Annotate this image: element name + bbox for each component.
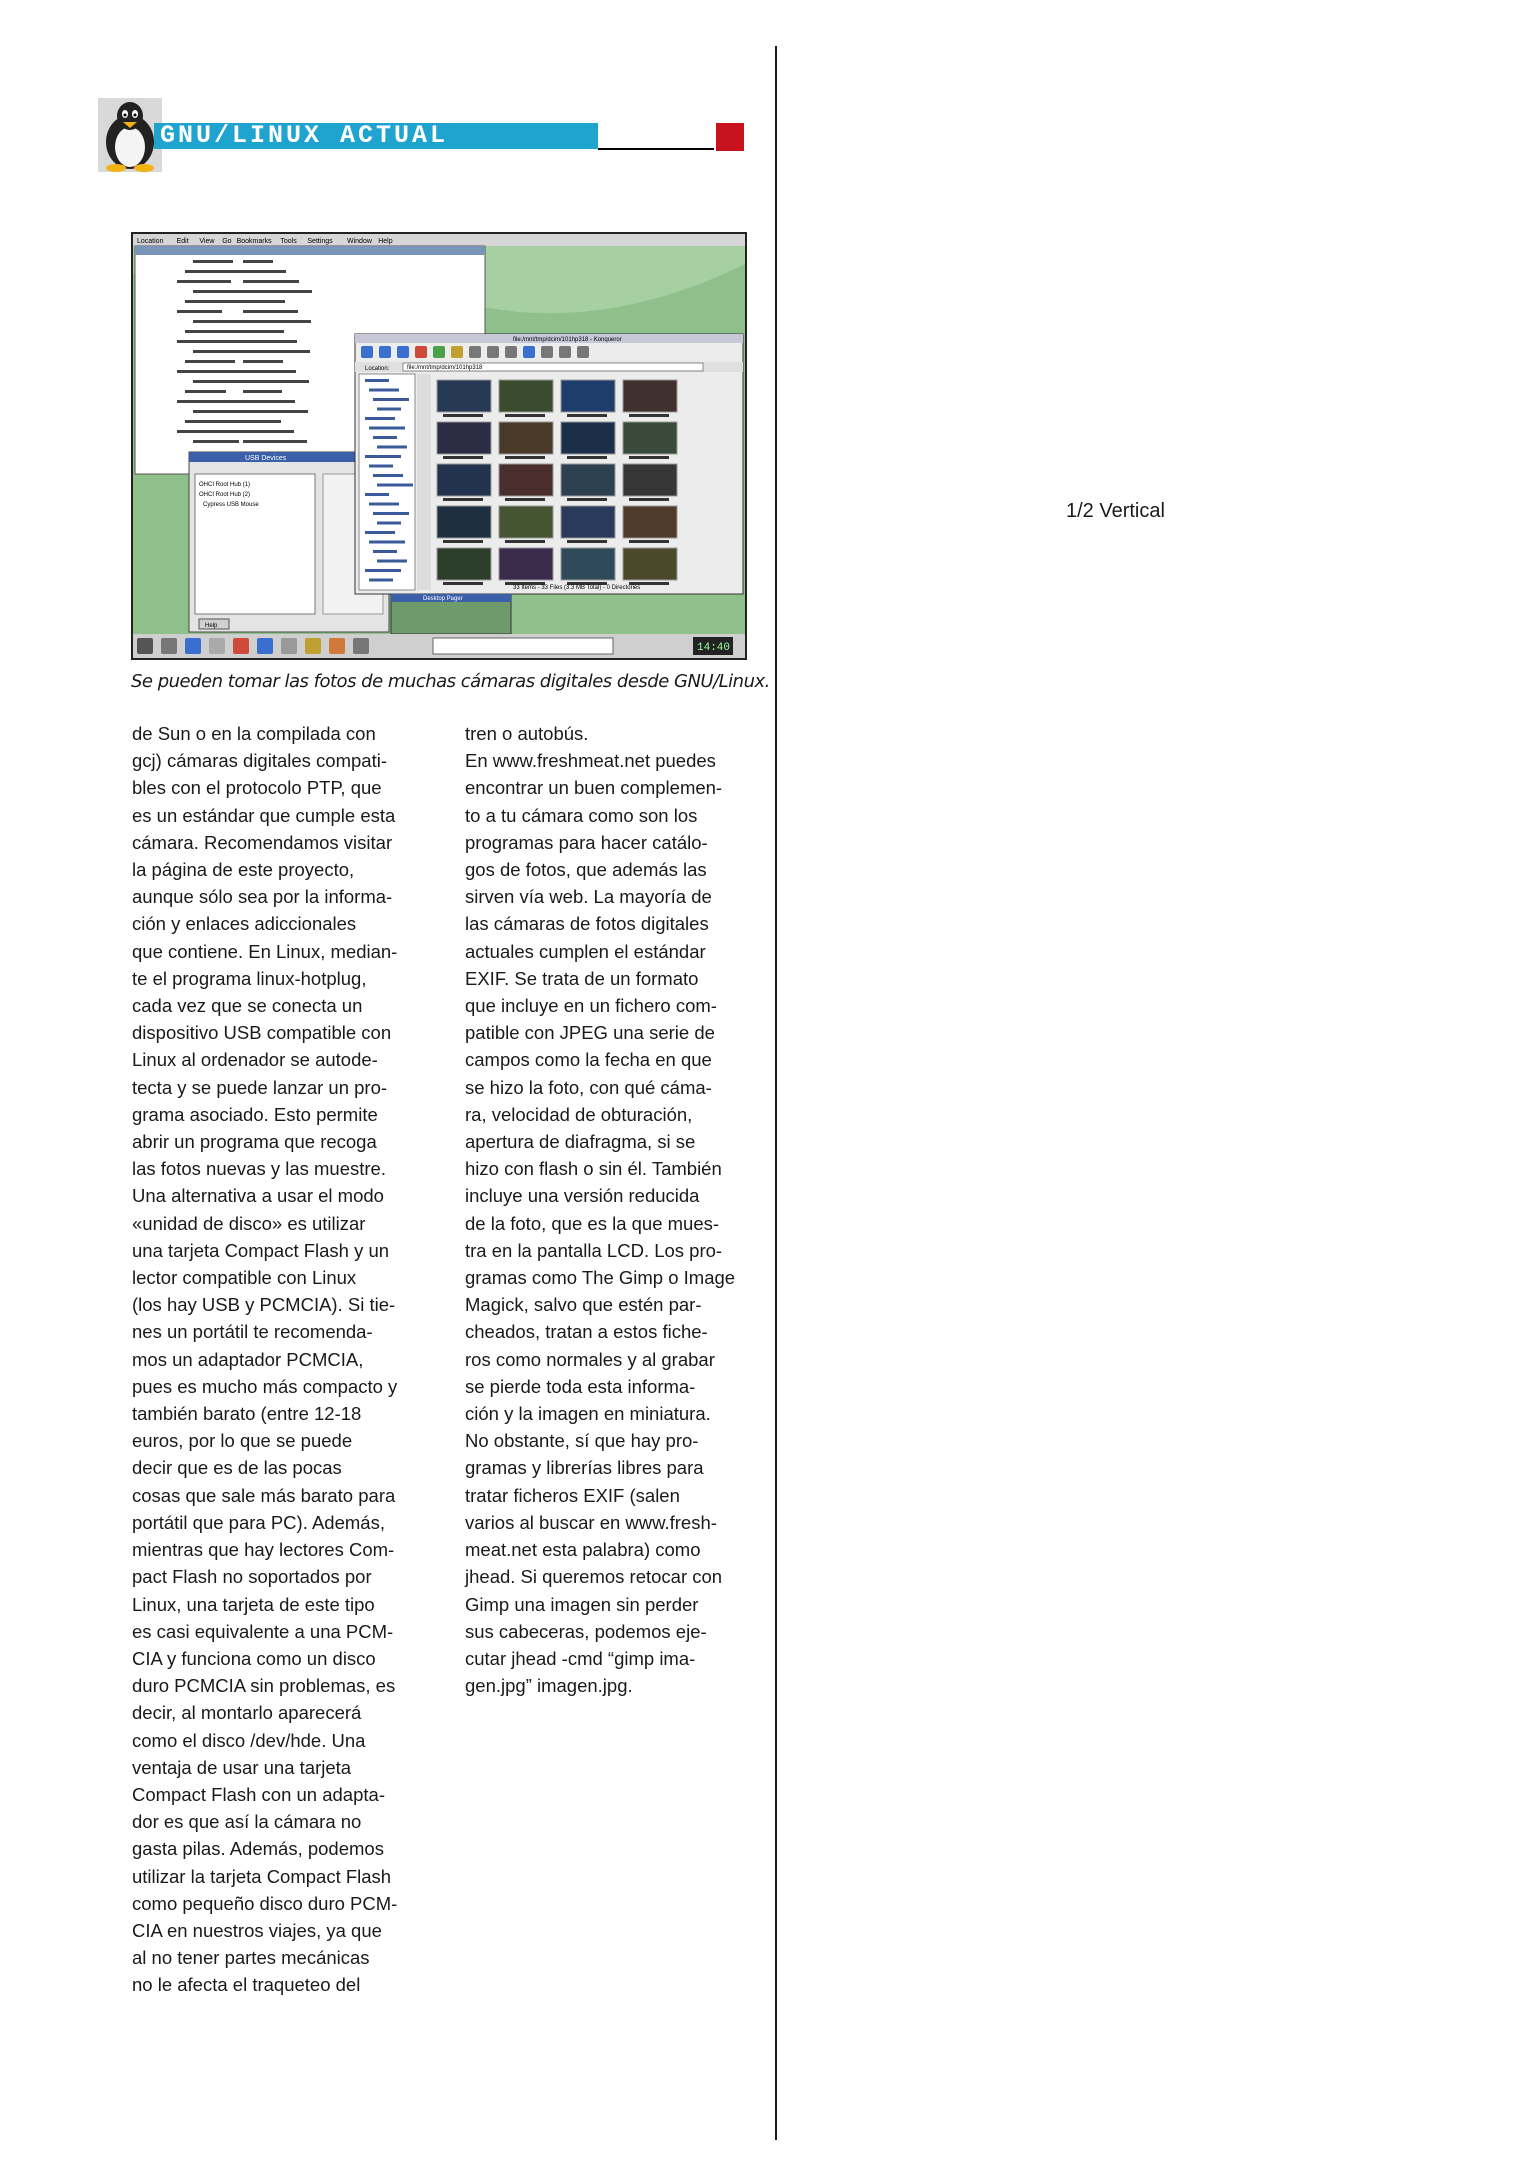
text-line: sirven vía web. La mayoría de [465, 886, 712, 908]
text-line: ros como normales y al grabar [465, 1348, 715, 1370]
terminal-text-line [193, 410, 248, 413]
terminal-text-line [243, 350, 310, 353]
text-line: Linux al ordenador se autode- [132, 1049, 378, 1071]
tree-item[interactable] [365, 531, 395, 534]
menubar-item[interactable]: Go [222, 238, 232, 245]
toolbar-icon[interactable] [415, 346, 427, 358]
photo-thumbnail[interactable] [623, 548, 677, 580]
terminal-text-line [243, 330, 284, 333]
screenshot-illustration [133, 234, 745, 658]
text-line: sus cabeceras, podemos eje- [465, 1620, 707, 1642]
text-line: que incluye en un fichero com- [465, 995, 717, 1017]
tree-item[interactable] [369, 503, 399, 506]
photo-thumbnail[interactable] [499, 380, 553, 412]
text-line: una tarjeta Compact Flash y un [132, 1239, 390, 1261]
text-line: de Sun o en la compilada con [132, 723, 376, 744]
terminal-text-line [243, 270, 286, 273]
text-line: la página de este proyecto, [132, 859, 355, 881]
text-line: cámara. Recomendamos visitar [132, 831, 393, 853]
menubar-item[interactable]: Settings [307, 238, 333, 245]
text-line: CIA y funciona como un disco [132, 1647, 376, 1669]
status-text: 33 Items - 33 Files (3.3 MB Total) - 0 Directories [513, 585, 641, 591]
text-line: Gimp una imagen sin perder [465, 1593, 699, 1615]
photo-thumbnail[interactable] [561, 506, 615, 538]
text-line: es casi equivalente a una PCM- [132, 1620, 394, 1642]
text-line: dor es que así la cámara no [132, 1811, 362, 1833]
tree-item[interactable] [377, 522, 401, 525]
text-line: incluye una versión reducida [465, 1185, 700, 1207]
text-line: abrir un programa que recoga [132, 1131, 377, 1153]
terminal-text-line [185, 360, 235, 363]
thumbnail-filename [443, 540, 483, 543]
text-line: gramas como The Gimp o Image [465, 1267, 736, 1289]
text-line: aunque sólo sea por la informa- [132, 886, 393, 908]
pager-title: Desktop Pager [423, 596, 463, 602]
text-line: se hizo la foto, con qué cáma- [465, 1076, 712, 1098]
terminal-text-line [243, 380, 309, 383]
text-line: pues es mucho más compacto y [132, 1375, 398, 1397]
text-line: pact Flash no soportados por [132, 1566, 372, 1588]
text-line: bles con el protocolo PTP, que [132, 777, 382, 799]
thumbnail-filename [505, 498, 545, 501]
toolbar-icon[interactable] [451, 346, 463, 358]
tree-item[interactable] [377, 560, 407, 563]
text-line: decir, al montarlo aparecerá [132, 1702, 362, 1724]
text-line: Magick, salvo que estén par- [465, 1294, 702, 1316]
body-column-left [132, 720, 432, 1999]
text-line: En www.freshmeat.net puedes [465, 750, 716, 772]
taskbar-icon[interactable] [137, 638, 153, 654]
ad-placeholder-label: 1/2 Vertical [1066, 500, 1165, 522]
section-title: GNU/LINUX ACTUAL [154, 123, 598, 149]
tree-item[interactable] [365, 379, 389, 382]
taskbar-icon[interactable] [353, 638, 369, 654]
thumbnail-filename [629, 456, 669, 459]
terminal-text-line [243, 360, 283, 363]
text-line: ventaja de usar una tarjeta [132, 1756, 352, 1778]
terminal-text-line [177, 310, 222, 313]
thumbnail-filename [567, 498, 607, 501]
text-line: cosas que sale más barato para [132, 1484, 396, 1506]
desktop-screenshot [131, 232, 747, 660]
text-line: CIA en nuestros viajes, ya que [132, 1919, 382, 1941]
tree-item[interactable] [373, 550, 397, 553]
text-line: gos de fotos, que además las [465, 859, 707, 881]
terminal-text-line [185, 300, 253, 303]
terminal-text-line [243, 420, 281, 423]
text-line: cada vez que se conecta un [132, 995, 363, 1017]
text-line: mientras que hay lectores Com- [132, 1539, 395, 1561]
tree-item[interactable] [365, 417, 395, 420]
text-line: hizo con flash o sin él. También [465, 1158, 722, 1180]
photo-thumbnail[interactable] [561, 380, 615, 412]
text-line: dispositivo USB compatible con [132, 1022, 392, 1044]
text-line: varios al buscar en www.fresh- [465, 1511, 717, 1533]
tree-item[interactable] [373, 512, 409, 515]
text-line: apertura de diafragma, si se [465, 1131, 696, 1153]
usb-title: USB Devices [245, 455, 287, 462]
photo-thumbnail[interactable] [437, 506, 491, 538]
terminal-text-line [243, 280, 299, 283]
terminal-text-line [185, 330, 244, 333]
toolbar-icon[interactable] [487, 346, 499, 358]
tree-item[interactable] [377, 408, 401, 411]
text-line: encontrar un buen complemen- [465, 777, 723, 799]
thumbnail-filename [505, 540, 545, 543]
taskbar-icon[interactable] [281, 638, 297, 654]
text-line: grama asociado. Esto permite [132, 1103, 378, 1125]
text-line: como pequeño disco duro PCM- [132, 1892, 398, 1914]
text-line: cutar jhead -cmd “gimp ima- [465, 1647, 696, 1669]
tree-item[interactable] [373, 474, 403, 477]
text-line: es un estándar que cumple esta [132, 804, 396, 826]
text-line: tratar ficheros EXIF (salen [465, 1484, 680, 1506]
text-line: decir que es de las pocas [132, 1457, 342, 1479]
photo-thumbnail[interactable] [437, 422, 491, 454]
text-line: meat.net esta palabra) como [465, 1539, 701, 1561]
photo-thumbnail[interactable] [623, 506, 677, 538]
photo-thumbnail[interactable] [623, 464, 677, 496]
tree-item[interactable] [373, 398, 409, 401]
terminal-text-line [193, 440, 239, 443]
text-line: Compact Flash con un adapta- [132, 1783, 385, 1805]
toolbar-icon[interactable] [433, 346, 445, 358]
usb-item: OHCI Root Hub (1) [199, 482, 251, 488]
toolbar-icon[interactable] [559, 346, 571, 358]
tux-penguin-icon [98, 98, 162, 172]
tree-item[interactable] [365, 455, 401, 458]
text-line: mos un adaptador PCMCIA, [132, 1348, 364, 1370]
thumbnail-filename [567, 456, 607, 459]
taskbar-icon[interactable] [161, 638, 177, 654]
photo-thumbnail[interactable] [561, 422, 615, 454]
toolbar-icon[interactable] [379, 346, 391, 358]
taskbar-task[interactable] [433, 638, 613, 654]
text-line: programas para hacer catálo- [465, 831, 708, 853]
tree-item[interactable] [369, 427, 405, 430]
text-line: nes un portátil te recomenda- [132, 1321, 373, 1343]
toolbar-icon[interactable] [523, 346, 535, 358]
text-line: euros, por lo que se puede [132, 1430, 353, 1452]
terminal-titlebar [135, 246, 485, 255]
terminal-text-line [243, 430, 294, 433]
text-line: las cámaras de fotos digitales [465, 913, 709, 935]
text-line: también barato (entre 12-18 [132, 1403, 362, 1425]
thumbnail-filename [567, 414, 607, 417]
terminal-text-line [243, 260, 273, 263]
photo-thumbnail[interactable] [499, 464, 553, 496]
photo-thumbnail[interactable] [437, 380, 491, 412]
terminal-text-line [243, 290, 312, 293]
menubar-item[interactable]: Tools [280, 238, 297, 245]
text-line: al no tener partes mecánicas [132, 1947, 370, 1969]
menubar-item[interactable]: Help [378, 238, 393, 245]
photo-thumbnail[interactable] [561, 464, 615, 496]
tree-item[interactable] [369, 465, 393, 468]
thumbnail-filename [505, 456, 545, 459]
thumbnail-filename [443, 414, 483, 417]
help-button-label: Help [205, 623, 218, 629]
text-line: campos como la fecha en que [465, 1049, 712, 1071]
tree-item[interactable] [365, 493, 389, 496]
thumbnail-filename [629, 498, 669, 501]
taskbar-icon[interactable] [257, 638, 273, 654]
tree-item[interactable] [369, 389, 399, 392]
toolbar-icon[interactable] [577, 346, 589, 358]
terminal-text-line [243, 340, 297, 343]
thumbnail-filename [443, 582, 483, 585]
photo-thumbnail[interactable] [437, 548, 491, 580]
section-header [98, 98, 748, 172]
thumbnail-filename [505, 414, 545, 417]
text-line: duro PCMCIA sin problemas, es [132, 1675, 396, 1697]
text-line: Linux, una tarjeta de este tipo [132, 1593, 375, 1615]
text-line: tra en la pantalla LCD. Los pro- [465, 1239, 723, 1261]
toolbar-icon[interactable] [397, 346, 409, 358]
text-line: gramas y librerías libres para [465, 1457, 704, 1479]
terminal-text-line [177, 280, 231, 283]
photo-thumbnail[interactable] [623, 380, 677, 412]
taskbar-icon[interactable] [209, 638, 225, 654]
terminal-text-line [243, 320, 311, 323]
photo-thumbnail[interactable] [499, 548, 553, 580]
text-line: to a tu cámara como son los [465, 804, 698, 826]
photo-thumbnail[interactable] [623, 422, 677, 454]
photo-thumbnail[interactable] [499, 422, 553, 454]
text-line: patible con JPEG una serie de [465, 1022, 715, 1044]
tree-item[interactable] [377, 446, 407, 449]
photo-thumbnail[interactable] [499, 506, 553, 538]
toolbar-icon[interactable] [469, 346, 481, 358]
figure-caption: Se pueden tomar las fotos de muchas cámaras digitales desde GNU/Linux. [131, 671, 770, 692]
usb-item: Cypress USB Mouse [203, 502, 259, 508]
tree-item[interactable] [373, 436, 397, 439]
taskbar-icon[interactable] [305, 638, 321, 654]
terminal-text-line [243, 400, 295, 403]
terminal-text-line [243, 300, 285, 303]
text-line: «unidad de disco» es utilizar [132, 1212, 366, 1234]
taskbar-icon[interactable] [185, 638, 201, 654]
thumbnail-filename [443, 456, 483, 459]
text-line: No obstante, sí que hay pro- [465, 1430, 699, 1452]
text-line: cheados, tratan a estos fiche- [465, 1321, 708, 1343]
menubar-item[interactable]: Edit [176, 238, 189, 245]
text-line: lector compatible con Linux [132, 1267, 357, 1289]
text-line: actuales cumplen el estándar [465, 940, 706, 962]
text-line: de la foto, que es la que mues- [465, 1212, 720, 1234]
tree-item[interactable] [377, 484, 413, 487]
text-line: las fotos nuevas y las muestre. [132, 1158, 386, 1180]
text-line: jhead. Si queremos retocar con [465, 1566, 723, 1588]
photo-thumbnail[interactable] [561, 548, 615, 580]
text-line: portátil que para PC). Además, [132, 1511, 385, 1533]
text-line: no le afecta el traqueteo del [132, 1974, 361, 1996]
text-line: ra, velocidad de obturación, [465, 1103, 693, 1125]
file-tree [359, 374, 415, 590]
text-line: gen.jpg” imagen.jpg. [465, 1675, 633, 1697]
text-line: tren o autobús. [465, 723, 589, 744]
menubar-item[interactable]: Bookmarks [236, 238, 272, 245]
photo-thumbnail[interactable] [437, 464, 491, 496]
terminal-text-line [243, 440, 307, 443]
taskbar-icon[interactable] [233, 638, 249, 654]
text-line: EXIF. Se trata de un formato [465, 967, 699, 989]
text-line: ción y enlaces adiccionales [132, 913, 357, 935]
header-rule [598, 148, 714, 150]
clock-time: 14:40 [697, 642, 731, 654]
text-line: se pierde toda esta informa- [465, 1375, 696, 1397]
tree-item[interactable] [369, 579, 393, 582]
menubar-item[interactable]: Window [347, 238, 372, 245]
terminal-text-line [243, 370, 296, 373]
terminal-text-line [243, 410, 308, 413]
header-red-square [716, 123, 744, 151]
thumbnail-filename [629, 540, 669, 543]
thumbnail-filename [567, 540, 607, 543]
thumbnail-filename [629, 414, 669, 417]
terminal-text-line [243, 390, 282, 393]
sidebar-buttons [417, 374, 431, 590]
location-label: Location: [365, 366, 390, 372]
text-line: tecta y se puede lanzar un pro- [132, 1076, 388, 1098]
tree-item[interactable] [369, 541, 405, 544]
terminal-text-line [243, 310, 298, 313]
text-line: gcj) cámaras digitales compati- [132, 750, 387, 772]
text-line: gasta pilas. Además, podemos [132, 1838, 384, 1860]
toolbar-icon[interactable] [541, 346, 553, 358]
usb-item: OHCI Root Hub (2) [199, 492, 251, 498]
text-line: utilizar la tarjeta Compact Flash [132, 1865, 392, 1887]
konqueror-title: file:/mnt/tmp/dcim/101hp318 - Konqueror [513, 337, 622, 343]
toolbar-icon[interactable] [361, 346, 373, 358]
text-line: Una alternativa a usar el modo [132, 1185, 384, 1207]
terminal-text-line [185, 390, 226, 393]
location-value: file:/mnt/tmp/dcim/101hp318 [407, 365, 483, 371]
text-line: ción y la imagen en miniatura. [465, 1403, 711, 1425]
body-column-right [465, 720, 765, 1699]
menubar-item[interactable]: View [199, 238, 215, 245]
tree-item[interactable] [365, 569, 401, 572]
taskbar-icon[interactable] [329, 638, 345, 654]
text-line: te el programa linux-hotplug, [132, 967, 367, 989]
terminal-text-line [193, 260, 233, 263]
text-line: como el disco /dev/hde. Una [132, 1729, 366, 1751]
terminal-text-line [177, 430, 246, 433]
thumbnail-filename [443, 498, 483, 501]
text-line: que contiene. En Linux, median- [132, 940, 398, 962]
menubar-item[interactable]: Location [137, 238, 164, 245]
toolbar-icon[interactable] [505, 346, 517, 358]
column-divider [775, 46, 777, 2140]
text-line: (los hay USB y PCMCIA). Si tie- [132, 1294, 396, 1316]
